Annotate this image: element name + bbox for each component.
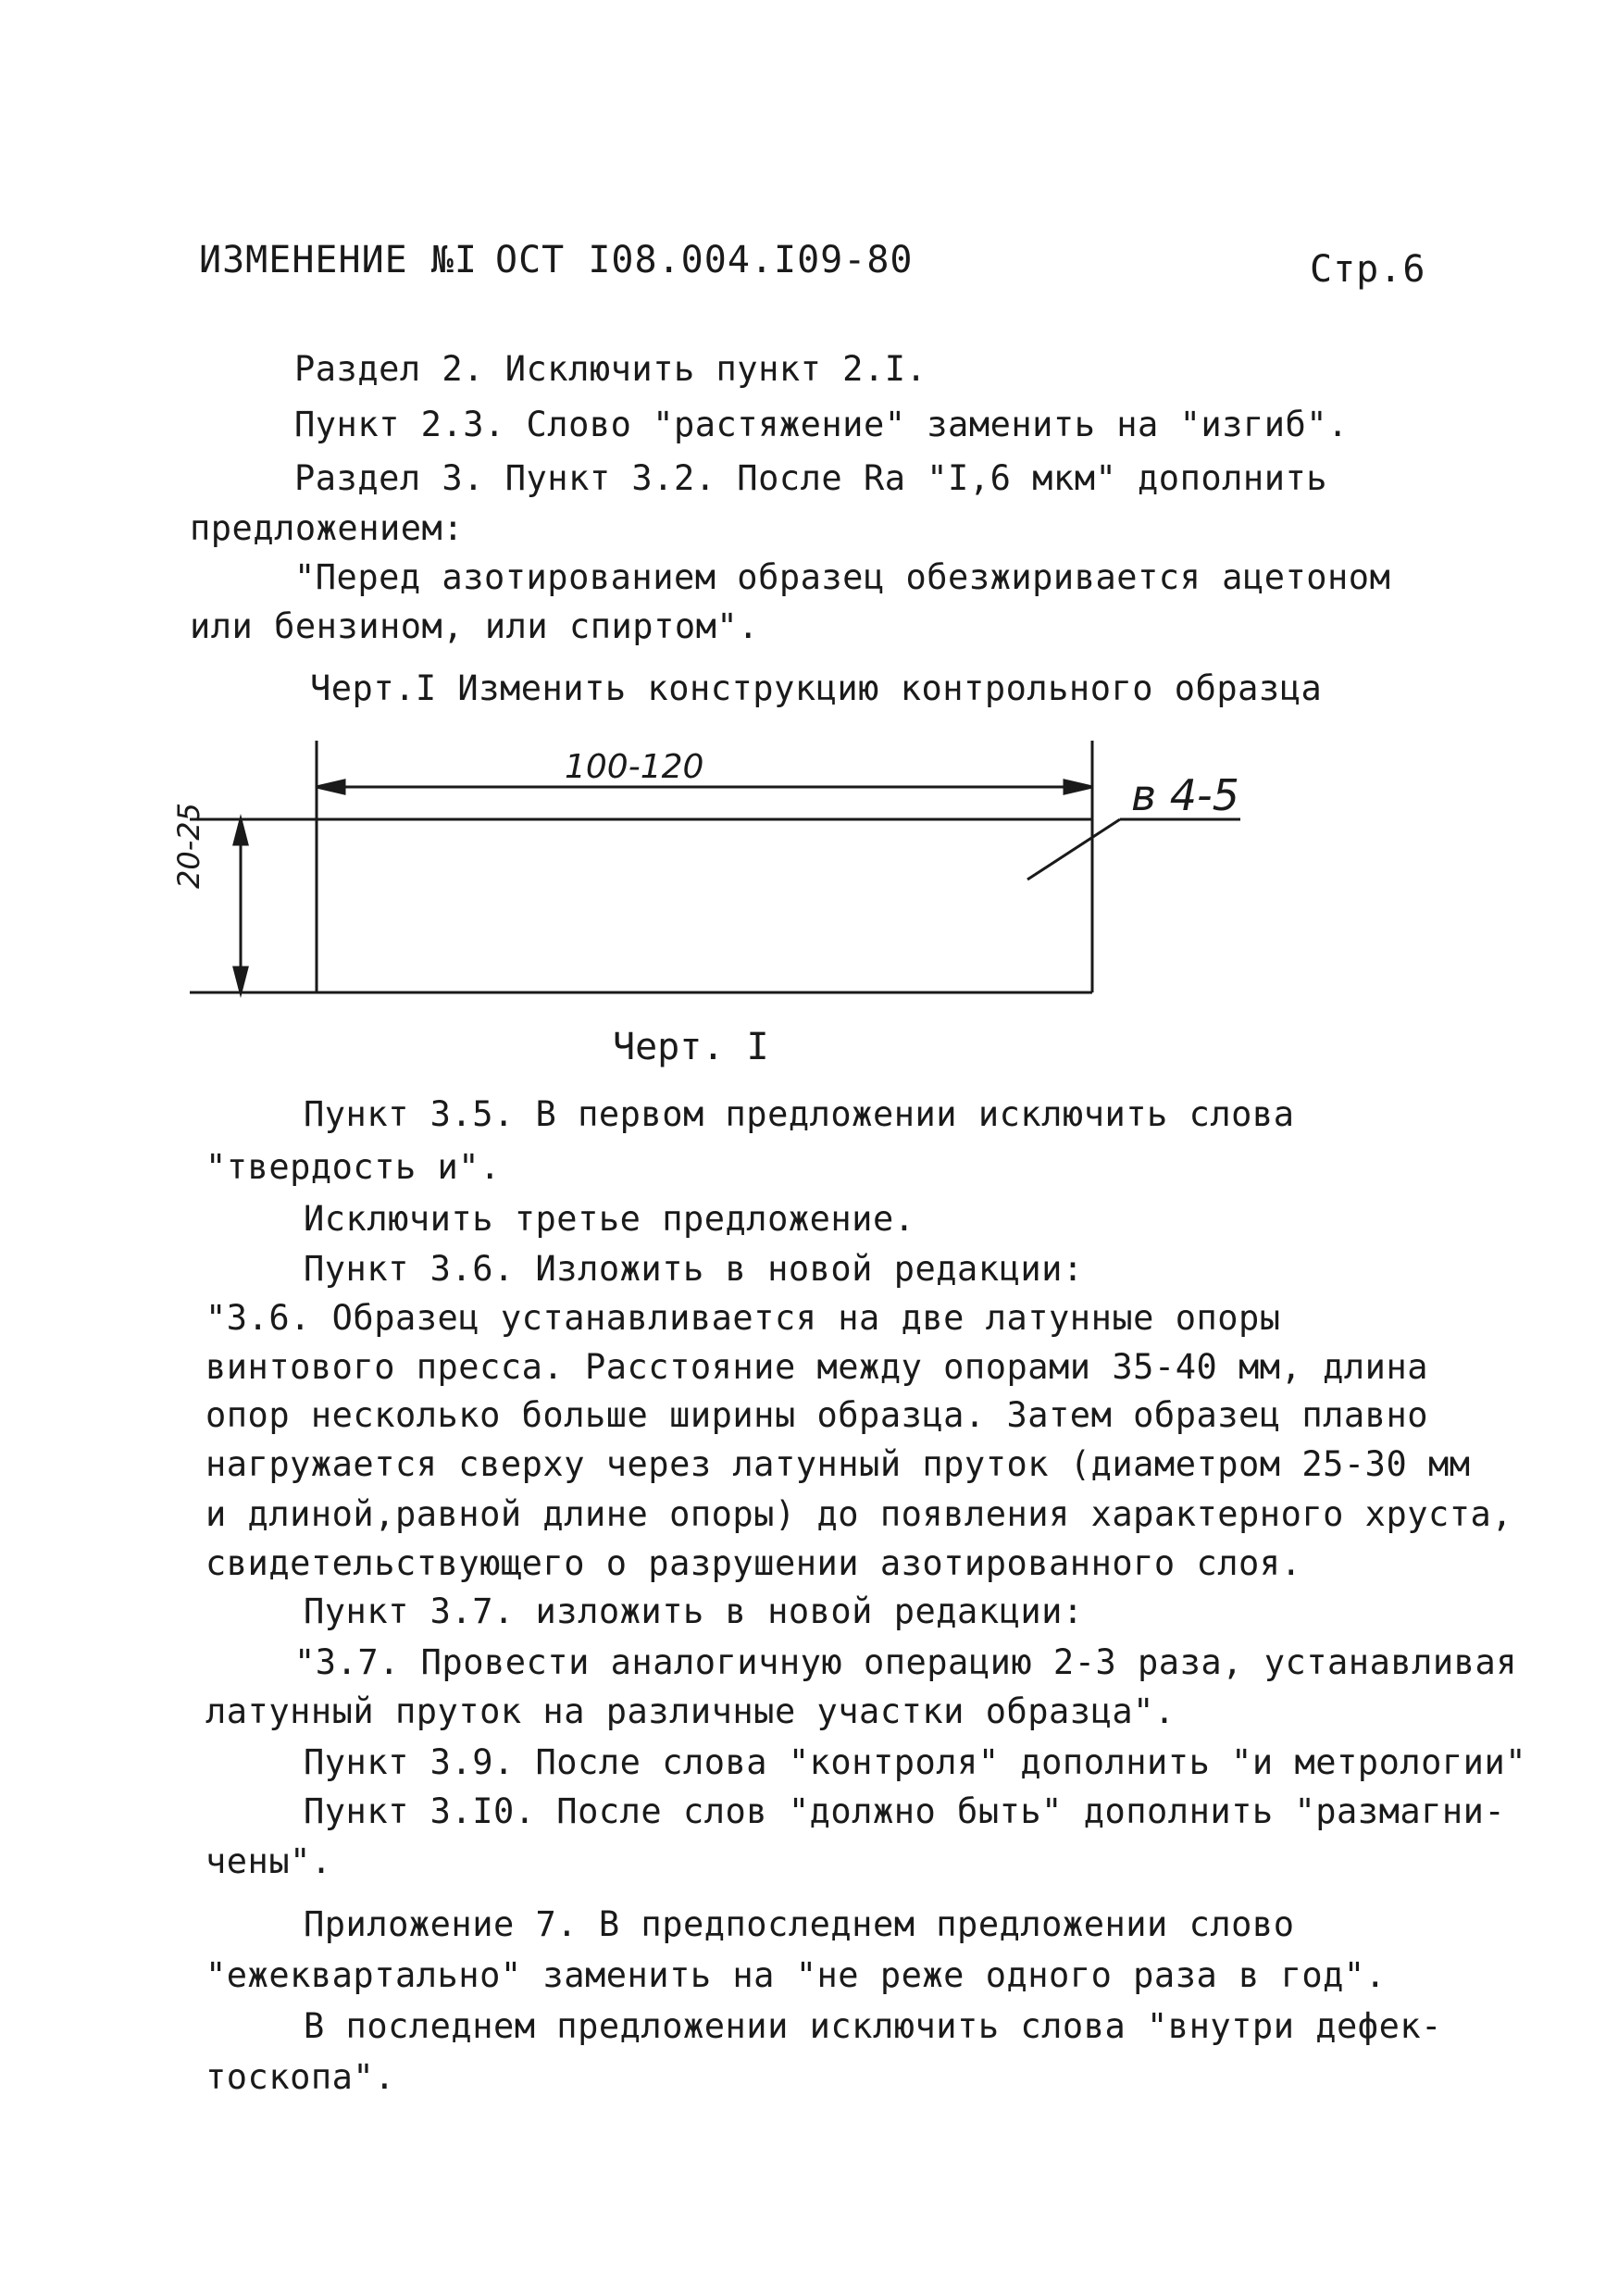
text-line: Раздел 2. Исключить пункт 2.I. [294, 349, 927, 389]
text-line: чены". [205, 1841, 332, 1881]
sample-drawing [0, 0, 1618, 1111]
text-line: Приложение 7. В предпоследнем предложении слово [304, 1904, 1295, 1944]
text-line: свидетельствующего о разрушении азотированного слоя. [205, 1543, 1302, 1583]
text-line: "Перед азотированием образец обезжиривается ацетоном [294, 557, 1391, 597]
text-line: Раздел 3. Пункт 3.2. После Ra "I,6 мкм" дополнить [294, 458, 1328, 498]
arrow-right-icon [1064, 780, 1092, 793]
arrow-left-icon [317, 780, 344, 793]
text-line: Пункт 3.5. В первом предложении исключить слова [304, 1094, 1295, 1134]
drawing-heading: Черт.I Изменить конструкцию контрольного образца [310, 668, 1323, 708]
standard-number: ОСТ I08.004.I09-80 [495, 239, 914, 281]
change-number: ИЗМЕНЕНИЕ №I [199, 239, 478, 281]
text-line: Пункт 3.I0. После слов "должно быть" дополнить "размагни- [304, 1791, 1506, 1831]
height-dimension-label: 20-25 [171, 803, 206, 889]
text-line: нагружается сверху через латунный пруток (диаметром 25-30 мм [205, 1444, 1471, 1484]
page-number: Стр.6 [1310, 248, 1426, 291]
text-line: и длиной,равной длине опоры) до появления характерного хруста, [205, 1494, 1513, 1534]
text-line: латунный пруток на различные участки образца". [205, 1691, 1176, 1731]
text-line: винтового пресса. Расстояние между опорами 35-40 мм, длина [205, 1347, 1429, 1387]
text-line: В последнем предложении исключить слова "внутри дефек- [304, 2006, 1442, 2046]
text-line: Пункт 3.9. После слова "контроля" дополнить "и метрологии" [304, 1742, 1527, 1782]
text-line: Пункт 2.3. Слово "растяжение" заменить на "изгиб". [294, 405, 1349, 444]
text-line: Пункт 3.6. Изложить в новой редакции: [304, 1249, 1084, 1289]
text-line: "3.7. Провести аналогичную операцию 2-3 раза, устанавливая [294, 1642, 1518, 1682]
text-line: тоскопа". [205, 2057, 395, 2097]
arrow-down-icon [234, 967, 247, 992]
length-dimension-label: 100-120 [565, 748, 704, 786]
text-line: "твердость и". [205, 1147, 501, 1187]
arrow-up-icon [234, 819, 247, 844]
text-line: "ежеквартально" заменить на "не реже одного раза в год". [205, 1955, 1387, 1995]
text-line: Исключить третье предложение. [304, 1199, 915, 1239]
drawing-caption: Черт. I [613, 1026, 769, 1068]
text-line: Пункт 3.7. изложить в новой редакции: [304, 1591, 1084, 1631]
text-line: или бензином, или спиртом". [190, 606, 759, 646]
thickness-leader [1027, 819, 1120, 880]
text-line: опор несколько больше ширины образца. Затем образец плавно [205, 1395, 1429, 1435]
thickness-dimension-label: в 4-5 [1131, 770, 1239, 820]
text-line: "3.6. Образец устанавливается на две латунные опоры [205, 1298, 1281, 1338]
text-line: предложением: [190, 508, 465, 548]
